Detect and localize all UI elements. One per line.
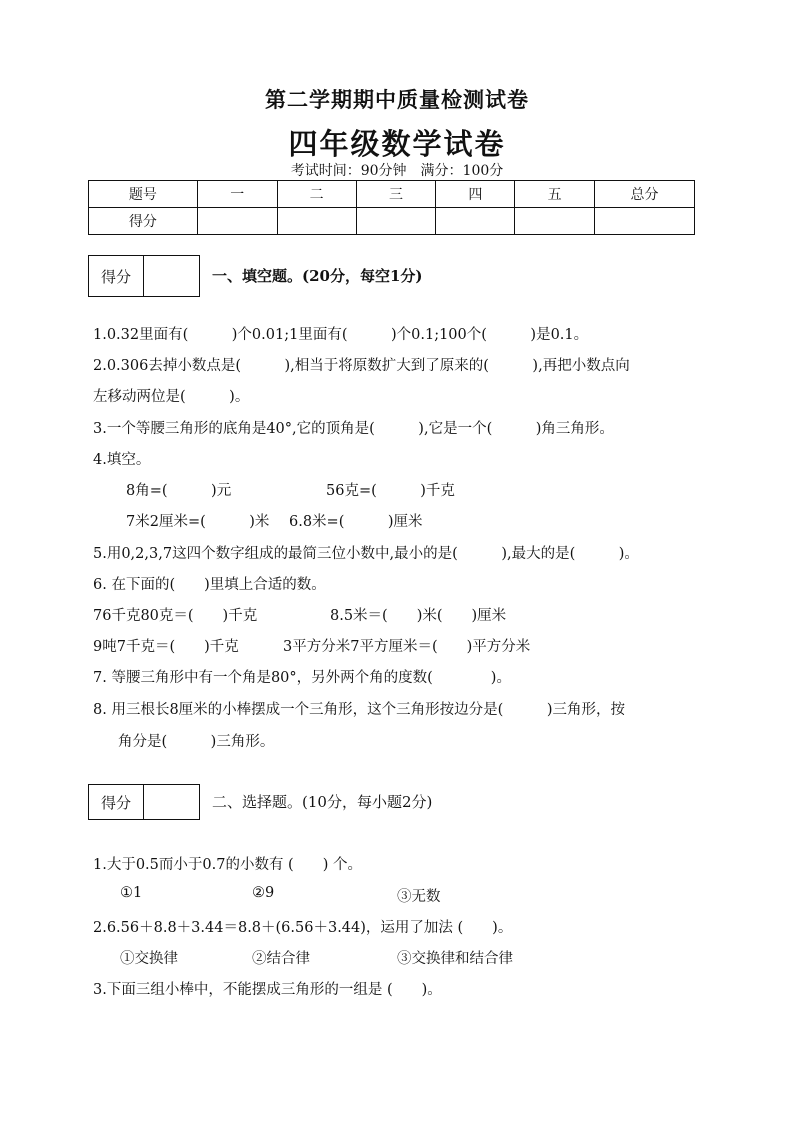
question-line: 2.6.56＋8.8＋3.44＝8.8＋(6.56＋3.44)，运用了加法 ( )。 xyxy=(93,920,513,936)
section1-heading: 一、填空题。(20分，每空1分) xyxy=(212,267,423,285)
score-cell[interactable] xyxy=(277,208,356,235)
question-line: 56克=( )千克 xyxy=(326,483,455,499)
question-line: 6.8米=( )厘米 xyxy=(289,514,423,530)
score-table-header-row xyxy=(89,181,695,208)
section2-score-field[interactable] xyxy=(144,785,199,819)
score-table xyxy=(88,180,695,235)
section1-score-box xyxy=(88,255,200,297)
question-line: 3平方分米7平方厘米＝( )平方分米 xyxy=(283,639,531,655)
question-line: 76千克80克＝( )千克 xyxy=(93,608,258,624)
score-table-header-cell: 三 xyxy=(356,181,436,208)
score-table-header-cell: 一 xyxy=(197,181,277,208)
answer-option: ③交换律和结合律 xyxy=(397,951,513,967)
question-line: 8. 用三根长8厘米的小棒摆成一个三角形，这个三角形按边分是( )三角形，按 xyxy=(93,702,625,718)
score-table-header-cell: 二 xyxy=(277,181,356,208)
question-line: 3.下面三组小棒中，不能摆成三角形的一组是 ( )。 xyxy=(93,982,442,998)
answer-option: ①交换律 xyxy=(120,951,178,967)
score-cell[interactable] xyxy=(515,208,595,235)
score-cell[interactable] xyxy=(595,208,695,235)
question-line: 6. 在下面的( )里填上合适的数。 xyxy=(93,577,326,593)
question-line: 7米2厘米=( )米 xyxy=(126,514,270,530)
answer-option: ②结合律 xyxy=(252,951,310,967)
section2-score-label: 得分 xyxy=(89,785,144,819)
score-table-header-cell: 总分 xyxy=(595,181,695,208)
section2-score-box xyxy=(88,784,200,820)
question-line: 8角=( )元 xyxy=(126,483,232,499)
score-table-score-row xyxy=(89,208,695,235)
score-cell[interactable] xyxy=(436,208,515,235)
score-row-label: 得分 xyxy=(89,208,198,235)
answer-option: ①1 xyxy=(120,885,143,901)
question-line: 5.用0,2,3,7这四个数字组成的最简三位小数中,最小的是( ),最大的是( )。 xyxy=(93,546,639,562)
question-line: 左移动两位是( )。 xyxy=(93,389,250,405)
exam-title: 第二学期期中质量检测试卷 xyxy=(265,87,529,112)
question-line: 4.填空。 xyxy=(93,452,151,468)
answer-option: ②9 xyxy=(252,885,275,901)
section2-heading: 二、选择题。(10分，每小题2分) xyxy=(212,793,433,811)
question-line: 7. 等腰三角形中有一个角是80°，另外两个角的度数( )。 xyxy=(93,670,511,686)
question-line: 2.0.306去掉小数点是( ),相当于将原数扩大到了原来的( ),再把小数点向 xyxy=(93,358,630,374)
exam-subtitle: 四年级数学试卷 xyxy=(288,127,506,161)
section1-score-label: 得分 xyxy=(89,256,144,296)
score-table-header-cell: 四 xyxy=(436,181,515,208)
score-table-header-cell: 五 xyxy=(515,181,595,208)
exam-info: 考试时间：90分钟 满分：100分 xyxy=(290,163,504,179)
question-line: 角分是( )三角形。 xyxy=(118,734,275,750)
question-line: 3.一个等腰三角形的底角是40°,它的顶角是( ),它是一个( )角三角形。 xyxy=(93,421,614,437)
question-line: 1.0.32里面有( )个0.01;1里面有( )个0.1;100个( )是0.1。 xyxy=(93,327,589,343)
question-line: 8.5米＝( )米( )厘米 xyxy=(330,608,507,624)
question-line: 9吨7千克＝( )千克 xyxy=(93,639,239,655)
section1-score-field[interactable] xyxy=(144,256,199,296)
score-cell[interactable] xyxy=(356,208,436,235)
question-line: 1.大于0.5而小于0.7的小数有 ( ) 个。 xyxy=(93,857,362,873)
answer-option: ③无数 xyxy=(397,889,441,905)
score-cell[interactable] xyxy=(197,208,277,235)
score-table-header-cell: 题号 xyxy=(89,181,198,208)
